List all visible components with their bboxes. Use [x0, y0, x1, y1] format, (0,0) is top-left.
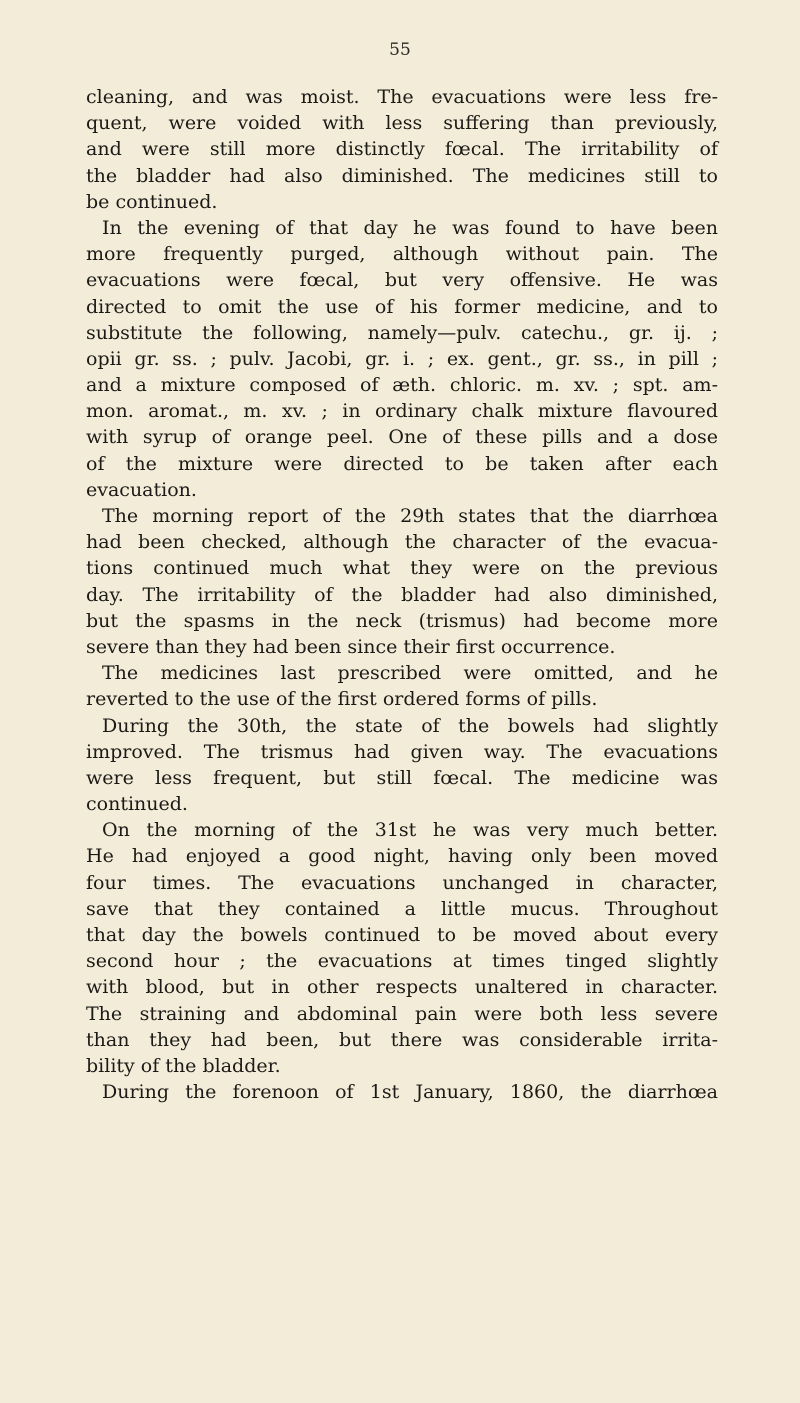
- text-line: He had enjoyed a good night, having only been moved: [86, 845, 718, 868]
- text-line: The medicines last prescribed were omitted, and he: [102, 662, 718, 685]
- text-line: quent, were voided with less suffering than previously,: [86, 112, 718, 135]
- text-line: bility of the bladder.: [86, 1054, 281, 1077]
- text-line: more frequently purged, although without pain. The: [86, 243, 718, 266]
- text-line: mon. aromat., m. xv. ; in ordinary chalk mixture flavoured: [86, 400, 718, 423]
- text-line: the bladder had also diminished. The medicines still to: [86, 164, 718, 187]
- text-line: than they had been, but there was considerable irrita-: [86, 1028, 718, 1051]
- text-line: improved. The trismus had given way. The evacuations: [86, 740, 718, 763]
- text-line: substitute the following, namely—pulv. catechu., gr. ij. ;: [86, 321, 718, 344]
- text-line: opii gr. ss. ; pulv. Jacobi, gr. i. ; ex. gent., gr. ss., in pill ;: [86, 347, 718, 370]
- text-line: of the mixture were directed to be taken after each: [86, 452, 718, 475]
- text-line: with blood, but in other respects unaltered in character.: [86, 976, 718, 999]
- text-line: During the forenoon of 1st January, 1860, the diarrhœa: [102, 1081, 718, 1104]
- text-line: tions continued much what they were on the previous: [86, 557, 718, 580]
- text-line: continued.: [86, 793, 188, 816]
- text-line: directed to omit the use of his former medicine, and to: [86, 295, 718, 318]
- text-line: severe than they had been since their first occurrence.: [86, 635, 616, 658]
- text-line: were less frequent, but still fœcal. The medicine was: [86, 766, 718, 789]
- text-line: but the spasms in the neck (trismus) had become more: [86, 609, 718, 632]
- text-line: be continued.: [86, 190, 218, 213]
- page-number: 55: [389, 40, 411, 60]
- text-line: and a mixture composed of æth. chloric. m. xv. ; spt. am-: [86, 374, 718, 397]
- text-line: had been checked, although the character of the evacua-: [86, 531, 718, 554]
- text-line: four times. The evacuations unchanged in character,: [86, 871, 718, 894]
- text-line: and were still more distinctly fœcal. The irritability of: [86, 138, 718, 161]
- body-text: [86, 84, 718, 1105]
- text-line: evacuations were fœcal, but very offensive. He was: [86, 269, 718, 292]
- text-line: evacuation.: [86, 478, 197, 501]
- text-line: In the evening of that day he was found to have been: [102, 216, 718, 239]
- text-line: save that they contained a little mucus. Throughout: [86, 897, 718, 920]
- text-line: with syrup of orange peel. One of these pills and a dose: [86, 426, 718, 449]
- text-line: The straining and abdominal pain were both less severe: [86, 1002, 718, 1025]
- text-line: reverted to the use of the first ordered forms of pills.: [86, 688, 598, 711]
- text-line: During the 30th, the state of the bowels had slightly: [102, 714, 718, 737]
- text-line: cleaning, and was moist. The evacuations were less fre-: [86, 86, 718, 108]
- text-line: On the morning of the 31st he was very much better.: [102, 819, 718, 842]
- text-line: day. The irritability of the bladder had also diminished,: [86, 583, 718, 606]
- text-line: The morning report of the 29th states that the diarrhœa: [102, 505, 718, 527]
- text-line: second hour ; the evacuations at times tinged slightly: [86, 950, 718, 973]
- text-line: that day the bowels continued to be moved about every: [86, 924, 718, 946]
